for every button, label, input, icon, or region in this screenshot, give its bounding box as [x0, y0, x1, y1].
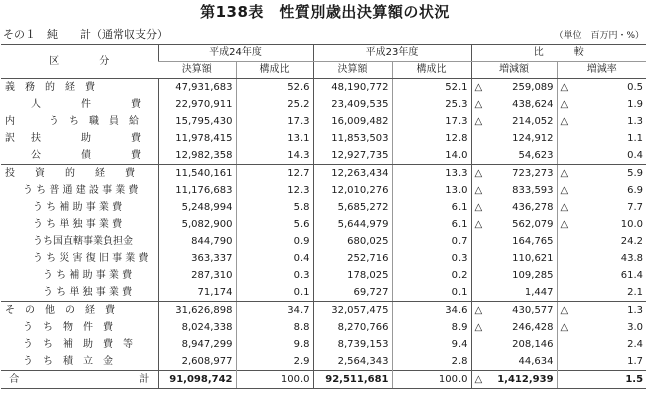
table-row [1, 147, 646, 165]
table-row [1, 165, 646, 183]
ratio-23: 100.0 [392, 371, 471, 389]
amount-24: 8,024,338 [158, 319, 236, 336]
amount-23: 178,025 [313, 267, 392, 284]
ratio-23: 2.8 [392, 353, 471, 371]
decrease-marker: △ [474, 82, 483, 93]
row-label: 合 計 [1, 371, 158, 389]
diff-amount [471, 353, 557, 371]
amount-23: 5,685,272 [313, 199, 392, 216]
ratio-23: 34.6 [392, 302, 471, 320]
diff-amount [471, 199, 557, 216]
amount-24: 2,608,977 [158, 353, 236, 371]
diff-value: 164,765 [512, 236, 554, 247]
rate-value: 2.1 [627, 287, 644, 298]
change-rate [557, 79, 646, 97]
change-rate [557, 267, 646, 284]
table-row [1, 96, 646, 113]
amount-23: 11,853,503 [313, 130, 392, 147]
unit-note: （単位 百万円・%） [554, 31, 644, 41]
change-rate [557, 284, 646, 302]
diff-amount [471, 302, 557, 320]
rate-value: 6.9 [627, 185, 644, 196]
ratio-24: 0.3 [236, 267, 313, 284]
decrease-marker: △ [560, 305, 569, 316]
diff-amount [471, 371, 557, 389]
change-rate [557, 371, 646, 389]
row-label: う ち 補 助 事 業 費 [33, 202, 123, 213]
decrease-marker: △ [474, 219, 483, 230]
table-row [1, 233, 646, 250]
decrease-marker: △ [560, 219, 569, 230]
amount-24: 8,947,299 [158, 336, 236, 353]
change-rate [557, 336, 646, 353]
table-row [1, 353, 646, 371]
ratio-23: 52.1 [392, 79, 471, 97]
rate-value: 43.8 [620, 253, 644, 264]
change-rate [557, 199, 646, 216]
rate-value: 1.3 [627, 116, 644, 127]
diff-value: 110,621 [512, 253, 554, 264]
ratio-23: 8.9 [392, 319, 471, 336]
ratio-23: 0.1 [392, 284, 471, 302]
header-ratio-24: 構成比 [236, 62, 313, 79]
diff-value: 214,052 [512, 116, 554, 127]
amount-24: 91,098,742 [158, 371, 236, 389]
ratio-23: 0.2 [392, 267, 471, 284]
ratio-23: 9.4 [392, 336, 471, 353]
diff-amount [471, 216, 557, 233]
ratio-23: 13.0 [392, 182, 471, 199]
amount-24: 5,082,900 [158, 216, 236, 233]
diff-value: 208,146 [512, 339, 554, 350]
page-title: 第138表 性質別歳出決算額の状況 [200, 3, 450, 21]
diff-value: 124,912 [512, 133, 554, 144]
row-label-text: 公 債 費 [31, 150, 141, 161]
change-rate [557, 147, 646, 165]
total-row [1, 371, 646, 389]
decrease-marker: △ [474, 374, 483, 385]
amount-23: 8,739,153 [313, 336, 392, 353]
ratio-24: 0.1 [236, 284, 313, 302]
header-rate: 増減率 [557, 62, 646, 79]
ratio-24: 5.8 [236, 199, 313, 216]
rate-value: 0.5 [627, 82, 644, 93]
diff-amount [471, 233, 557, 250]
change-rate [557, 353, 646, 371]
ratio-24: 2.9 [236, 353, 313, 371]
header-row-1 [1, 45, 646, 62]
decrease-marker: △ [560, 168, 569, 179]
change-rate [557, 113, 646, 130]
header-ratio-23: 構成比 [392, 62, 471, 79]
row-label: う ち 単 独 事 業 費 [33, 219, 123, 230]
header-category: 区 分 [1, 45, 158, 79]
amount-23: 23,409,535 [313, 96, 392, 113]
header-fy23: 平成23年度 [313, 45, 471, 62]
row-label: う ち 補 助 費 等 [23, 339, 133, 350]
table-row [1, 250, 646, 267]
diff-value: 259,089 [512, 82, 554, 93]
table-row [1, 130, 646, 147]
ratio-23: 17.3 [392, 113, 471, 130]
amount-24: 11,978,415 [158, 130, 236, 147]
amount-23: 92,511,681 [313, 371, 392, 389]
amount-23: 252,716 [313, 250, 392, 267]
amount-23: 12,263,434 [313, 165, 392, 183]
amount-23: 2,564,343 [313, 353, 392, 371]
ratio-24: 14.3 [236, 147, 313, 165]
rate-value: 3.0 [627, 322, 644, 333]
change-rate [557, 130, 646, 147]
diff-value: 109,285 [512, 270, 554, 281]
rate-value: 1.7 [627, 356, 644, 367]
rate-value: 5.9 [627, 168, 644, 179]
expenditure-table [1, 44, 646, 389]
table-row [1, 302, 646, 320]
decrease-marker: △ [560, 202, 569, 213]
ratio-23: 12.8 [392, 130, 471, 147]
row-label [1, 113, 158, 130]
ratio-23: 6.1 [392, 216, 471, 233]
row-label-text: う ち 職 員 給 [49, 116, 139, 127]
amount-24: 31,626,898 [158, 302, 236, 320]
diff-value: 1,447 [524, 287, 554, 298]
decrease-marker: △ [474, 322, 483, 333]
amount-24: 11,176,683 [158, 182, 236, 199]
diff-value: 436,278 [512, 202, 554, 213]
ratio-24: 0.4 [236, 250, 313, 267]
amount-23: 69,727 [313, 284, 392, 302]
amount-23: 680,025 [313, 233, 392, 250]
amount-23: 8,270,766 [313, 319, 392, 336]
diff-amount [471, 284, 557, 302]
row-label-text: 扶 助 費 [31, 133, 141, 144]
rate-value: 1.9 [627, 99, 644, 110]
bracket-glyph: 訳 [5, 133, 15, 144]
header-amount-23: 決算額 [313, 62, 392, 79]
amount-23: 48,190,772 [313, 79, 392, 97]
rate-value: 2.4 [627, 339, 644, 350]
row-label: 義 務 的 経 費 [5, 82, 95, 93]
diff-amount [471, 147, 557, 165]
amount-23: 5,644,979 [313, 216, 392, 233]
ratio-23: 0.3 [392, 250, 471, 267]
header-compare: 比 較 [471, 45, 646, 62]
amount-24: 22,970,911 [158, 96, 236, 113]
amount-24: 287,310 [158, 267, 236, 284]
amount-23: 16,009,482 [313, 113, 392, 130]
rate-value: 10.0 [620, 219, 644, 230]
rate-value: 1.1 [627, 133, 644, 144]
ratio-24: 34.7 [236, 302, 313, 320]
decrease-marker: △ [474, 185, 483, 196]
rate-value: 24.2 [620, 236, 644, 247]
ratio-23: 25.3 [392, 96, 471, 113]
amount-24: 363,337 [158, 250, 236, 267]
ratio-24: 13.1 [236, 130, 313, 147]
diff-amount [471, 130, 557, 147]
ratio-24: 25.2 [236, 96, 313, 113]
row-label [1, 130, 158, 147]
row-label: そ の 他 の 経 費 [5, 305, 115, 316]
ratio-24: 12.3 [236, 182, 313, 199]
amount-24: 71,174 [158, 284, 236, 302]
row-label [1, 147, 158, 165]
amount-24: 844,790 [158, 233, 236, 250]
change-rate [557, 319, 646, 336]
diff-value: 430,577 [512, 305, 554, 316]
decrease-marker: △ [560, 322, 569, 333]
bracket-glyph: 内 [5, 116, 15, 127]
ratio-24: 100.0 [236, 371, 313, 389]
rate-value: 1.3 [627, 305, 644, 316]
rate-value: 0.4 [627, 150, 644, 161]
change-rate [557, 250, 646, 267]
diff-amount [471, 165, 557, 183]
row-label-text: 人 件 費 [31, 99, 141, 110]
table-subtitle: その１ 純 計（通常収支分） [3, 28, 168, 41]
ratio-24: 0.9 [236, 233, 313, 250]
decrease-marker: △ [474, 202, 483, 213]
diff-value: 723,273 [512, 168, 554, 179]
ratio-24: 52.6 [236, 79, 313, 97]
table-body [1, 79, 646, 371]
row-label: う ち 積 立 金 [23, 356, 113, 367]
diff-value: 54,623 [518, 150, 554, 161]
rate-value: 61.4 [620, 270, 644, 281]
ratio-23: 13.3 [392, 165, 471, 183]
ratio-24: 8.8 [236, 319, 313, 336]
change-rate [557, 182, 646, 199]
diff-value: 562,079 [512, 219, 554, 230]
row-label [1, 96, 158, 113]
row-label: うち国直轄事業負担金 [33, 236, 133, 247]
change-rate [557, 165, 646, 183]
diff-value: 438,624 [512, 99, 554, 110]
diff-amount [471, 250, 557, 267]
row-label: う ち 物 件 費 [23, 322, 113, 333]
row-label: う ち 災 害 復 旧 事 業 費 [33, 253, 149, 264]
header-amount-24: 決算額 [158, 62, 236, 79]
decrease-marker: △ [474, 168, 483, 179]
row-label: う ち 補 助 事 業 費 [43, 270, 133, 281]
header-diff: 増減額 [471, 62, 557, 79]
diff-amount [471, 79, 557, 97]
amount-24: 12,982,358 [158, 147, 236, 165]
row-label: う ち 単 独 事 業 費 [1, 284, 158, 302]
diff-value: 44,634 [518, 356, 554, 367]
ratio-24: 12.7 [236, 165, 313, 183]
diff-amount [471, 96, 557, 113]
change-rate [557, 96, 646, 113]
table-row [1, 113, 646, 130]
ratio-24: 17.3 [236, 113, 313, 130]
diff-amount [471, 336, 557, 353]
diff-value: 1,412,939 [497, 374, 554, 385]
decrease-marker: △ [560, 82, 569, 93]
rate-value: 7.7 [627, 202, 644, 213]
change-rate [557, 233, 646, 250]
header-fy24: 平成24年度 [158, 45, 313, 62]
diff-value: 246,428 [512, 322, 554, 333]
amount-23: 32,057,475 [313, 302, 392, 320]
table-row [1, 267, 646, 284]
amount-24: 11,540,161 [158, 165, 236, 183]
change-rate [557, 302, 646, 320]
ratio-23: 0.7 [392, 233, 471, 250]
decrease-marker: △ [560, 116, 569, 127]
table-row [1, 319, 646, 336]
ratio-24: 5.6 [236, 216, 313, 233]
rate-value: 1.5 [625, 374, 644, 385]
amount-24: 5,248,994 [158, 199, 236, 216]
ratio-24: 9.8 [236, 336, 313, 353]
amount-24: 47,931,683 [158, 79, 236, 97]
table-row [1, 199, 646, 216]
diff-amount [471, 113, 557, 130]
ratio-23: 14.0 [392, 147, 471, 165]
row-label: う ち 普 通 建 設 事 業 費 [23, 185, 139, 196]
diff-amount [471, 182, 557, 199]
diff-amount [471, 319, 557, 336]
change-rate [557, 216, 646, 233]
decrease-marker: △ [560, 185, 569, 196]
decrease-marker: △ [474, 305, 483, 316]
amount-23: 12,010,276 [313, 182, 392, 199]
decrease-marker: △ [474, 99, 483, 110]
diff-value: 833,593 [512, 185, 554, 196]
decrease-marker: △ [474, 116, 483, 127]
amount-23: 12,927,735 [313, 147, 392, 165]
diff-amount [471, 267, 557, 284]
decrease-marker: △ [560, 99, 569, 110]
table-row [1, 284, 646, 302]
amount-24: 15,795,430 [158, 113, 236, 130]
table-row [1, 79, 646, 97]
table-row [1, 336, 646, 353]
table-row [1, 216, 646, 233]
ratio-23: 6.1 [392, 199, 471, 216]
table-row [1, 182, 646, 199]
row-label: 投 資 的 経 費 [5, 168, 135, 179]
